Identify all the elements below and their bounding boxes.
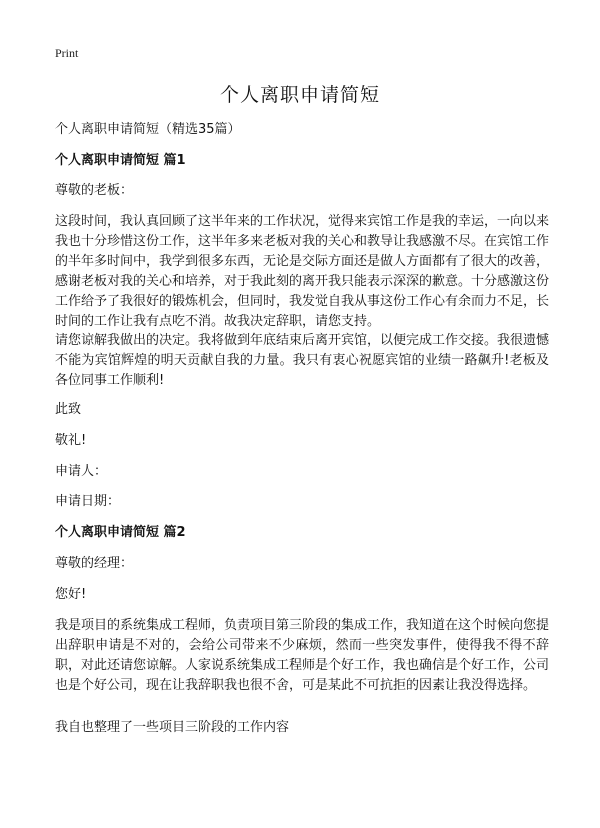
page-title: 个人离职申请简短 (219, 84, 380, 106)
salutation-1: 尊敬的老板： (55, 183, 134, 198)
section-heading-1: 个人离职申请简短 篇1 (55, 153, 186, 168)
paragraph-1-1: 这段时间，我认真回顾了这半年来的工作状况，觉得来宾馆工作是我的幸运，一向以来我也十分珍惜这份工作，这半年多来老板对我的关心和教导让我感激不尽。在宾馆工作的半年多时间中，我学到很多东西，无论是交际方面还是做人方面都有了很大的改善，感谢老板对我的关心和培养，对于我此刻的离开我只能表示深深的歉意。十分感激这份工作给予了我很好的锻炼机会，但同时，我发觉自我从事这份工作心有余而力不足，长时间的工作让我有点吃不消。故我决定辞职，请您支持。 (55, 214, 550, 329)
date-1: 申请日期： (55, 494, 121, 509)
print-link[interactable]: Print (55, 46, 79, 60)
regards-1: 敬礼! (55, 433, 87, 448)
greeting-2: 您好! (55, 587, 87, 602)
paragraph-1-2: 请您谅解我做出的决定。我将做到年底结束后离开宾馆，以便完成工作交接。我很遗憾不能为宾馆辉煌的明天贡献自我的力量。我只有衷心祝愿宾馆的业绩一路飙升!老板及各位同事工作顺利! (55, 333, 550, 388)
subtitle: 个人离职申请简短（精选35篇） (55, 122, 241, 137)
paragraph-2-2: 我自也整理了一些项目三阶段的工作内容 (55, 720, 290, 735)
section-heading-2: 个人离职申请简短 篇2 (55, 525, 186, 540)
salutation-2: 尊敬的经理： (55, 556, 134, 571)
applicant-1: 申请人： (55, 464, 108, 479)
paragraph-2-1: 我是项目的系统集成工程师，负责项目第三阶段的集成工作，我知道在这个时候向您提出辞职申请是不对的，会给公司带来不少麻烦，然而一些突发事件，使得我不得不辞职，对此还请您谅解。人家说系统集成工程师是个好工作，我也确信是个好工作，公司也是个好公司，现在让我辞职我也很不舍，可是某此不可抗拒的因素让我没得选择。 (55, 618, 550, 693)
closing-1: 此致 (55, 402, 82, 417)
